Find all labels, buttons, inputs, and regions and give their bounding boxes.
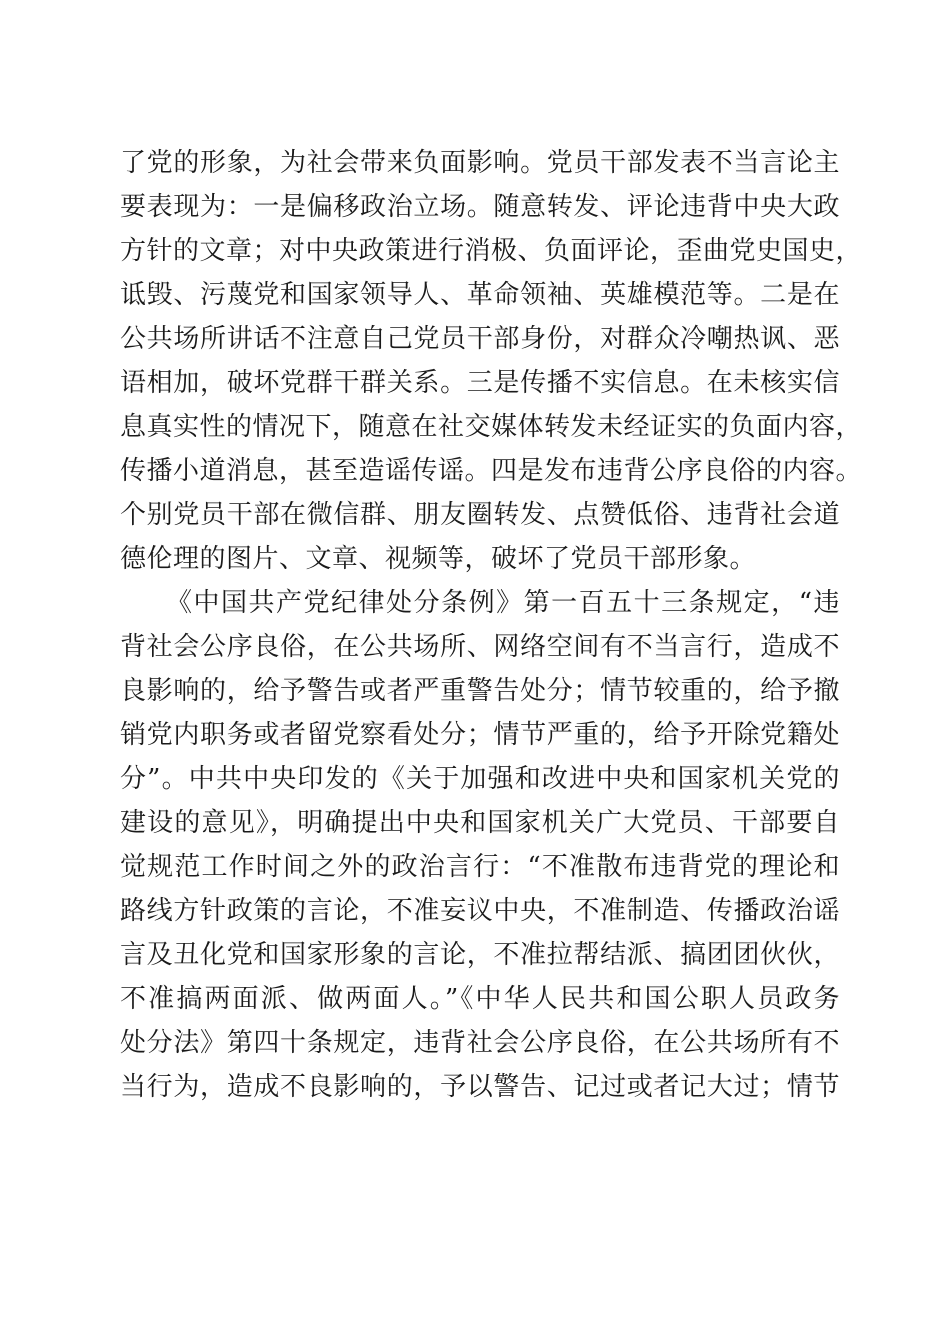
- text-line: 销党内职务或者留党察看处分；情节严重的，给予开除党籍处: [120, 720, 840, 750]
- text-line: 个别党员干部在微信群、朋友圈转发、点赞低俗、违背社会道: [120, 500, 840, 530]
- document-body: [120, 141, 863, 1109]
- text-line: 诋毁、污蔑党和国家领导人、革命领袖、英雄模范等。二是在: [120, 280, 840, 310]
- text-line: 不准搞两面派、做两面人。”《中华人民共和国公职人员政务: [120, 984, 840, 1014]
- text-line: 当行为，造成不良影响的，予以警告、记过或者记大过；情节: [120, 1072, 840, 1102]
- text-line: 路线方针政策的言论，不准妄议中央，不准制造、传播政治谣: [120, 896, 840, 926]
- text-line: 公共场所讲话不注意自己党员干部身份，对群众冷嘲热讽、恶: [120, 324, 840, 354]
- text-line: 分”。中共中央印发的《关于加强和改进中央和国家机关党的: [120, 764, 840, 794]
- text-line: 要表现为：一是偏移政治立场。随意转发、评论违背中央大政: [120, 192, 840, 222]
- text-line: 方针的文章；对中央政策进行消极、负面评论，歪曲党史国史，: [120, 236, 863, 266]
- text-line: 良影响的，给予警告或者严重警告处分；情节较重的，给予撤: [120, 676, 840, 706]
- text-line: 息真实性的情况下，随意在社交媒体转发未经证实的负面内容，: [120, 412, 863, 442]
- text-line: 建设的意见》，明确提出中央和国家机关广大党员、干部要自: [120, 808, 840, 838]
- text-line: 德伦理的图片、文章、视频等，破坏了党员干部形象。: [120, 544, 757, 574]
- text-line: 了党的形象，为社会带来负面影响。党员干部发表不当言论主: [120, 148, 840, 178]
- text-line: 语相加，破坏党群干群关系。三是传播不实信息。在未核实信: [120, 368, 840, 398]
- text-line: 言及丑化党和国家形象的言论，不准拉帮结派、搞团团伙伙，: [120, 940, 840, 970]
- text-line: 传播小道消息，甚至造谣传谣。四是发布违背公序良俗的内容。: [120, 456, 863, 486]
- text-line: 处分法》第四十条规定，违背社会公序良俗，在公共场所有不: [120, 1028, 840, 1058]
- paragraph-first-line: 《中国共产党纪律处分条例》第一百五十三条规定，“违: [166, 588, 840, 618]
- text-line: 觉规范工作时间之外的政治言行：“不准散布违背党的理论和: [120, 852, 840, 882]
- text-line: 背社会公序良俗，在公共场所、网络空间有不当言行，造成不: [120, 632, 840, 662]
